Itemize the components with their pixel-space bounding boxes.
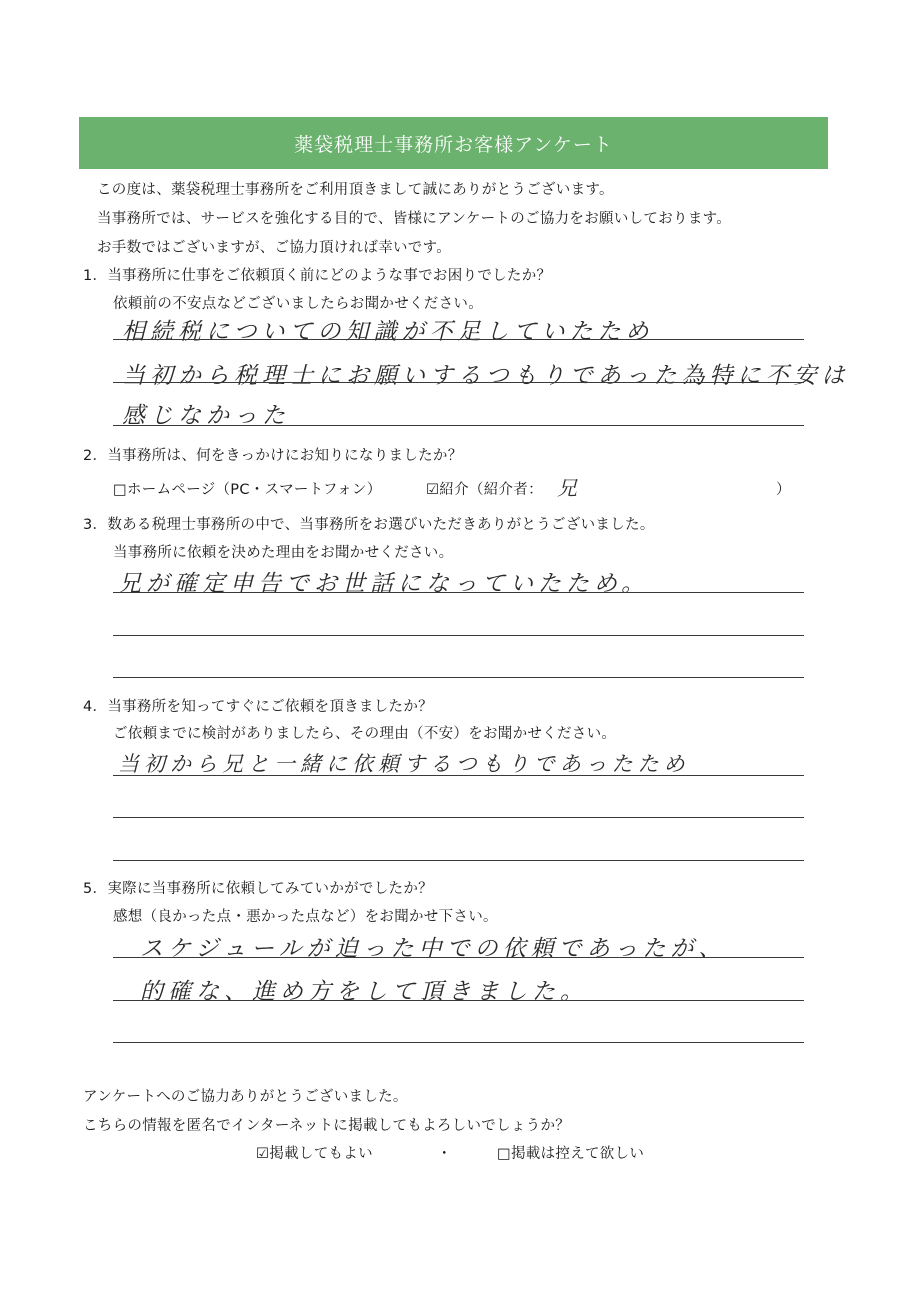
closing-thanks: アンケートへのご協力ありがとうございました。 xyxy=(83,1089,408,1105)
intro-line-3: お手数ではございますが、ご協力頂ければ幸いです。 xyxy=(97,240,452,256)
answer-line xyxy=(113,957,804,958)
answer-line xyxy=(113,1042,804,1043)
answer-line xyxy=(113,860,804,861)
q2-referrer: 兄 xyxy=(557,476,582,500)
publish-option-no[interactable]: □掲載は控えて欲しい xyxy=(497,1146,645,1162)
q4-subtext: ご依頼までに検討がありましたら、その理由（不安）をお聞かせください。 xyxy=(113,726,617,742)
survey-title-banner xyxy=(79,117,828,169)
q2-option-homepage[interactable]: □ホームページ（PC・スマートフォン） xyxy=(113,482,382,498)
intro-line-2: 当事務所では、サービスを強化する目的で、皆様にアンケートのご協力をお願いしております。 xyxy=(97,211,732,227)
answer-line xyxy=(113,425,804,426)
publish-separator: ・ xyxy=(437,1146,452,1162)
answer-line xyxy=(113,592,804,593)
survey-title: 薬袋税理士事務所お客様アンケート xyxy=(294,133,613,156)
q1-answer-2: 当初から税理士にお願いするつもりであった為特に不安は xyxy=(122,363,850,389)
q1-answer-3: 感じなかった xyxy=(122,403,290,429)
q5-question: 5．実際に当事務所に依頼してみていかがでしたか？ xyxy=(83,881,433,897)
q5-answer-1: スケジュールが迫った中での依頼であったが、 xyxy=(140,936,727,962)
q1-subtext: 依頼前の不安点などございましたらお聞かせください。 xyxy=(113,296,483,312)
q1-question: 1．当事務所に仕事をご依頼頂く前にどのような事でお困りでしたか？ xyxy=(83,268,552,284)
q2-question: 2．当事務所は、何をきっかけにお知りになりましたか？ xyxy=(83,448,463,464)
answer-line xyxy=(113,635,804,636)
q3-subtext: 当事務所に依頼を決めた理由をお聞かせください。 xyxy=(113,545,454,561)
answer-line xyxy=(113,382,804,383)
q1-answer-1: 相続税についての知識が不足していたため xyxy=(122,319,654,345)
q4-question: 4．当事務所を知ってすぐにご依頼を頂きましたか？ xyxy=(83,699,433,715)
q2-close-paren: ） xyxy=(776,482,791,498)
q5-answer-2: 的確な、進め方をして頂きました。 xyxy=(140,979,588,1005)
q2-option-referral[interactable]: ☑紹介（紹介者： xyxy=(426,482,543,498)
q3-question: 3．数ある税理士事務所の中で、当事務所をお選びいただきありがとうございました。 xyxy=(83,517,655,533)
q5-subtext: 感想（良かった点・悪かった点など）をお聞かせ下さい。 xyxy=(113,909,498,925)
publish-option-yes[interactable]: ☑掲載してもよい xyxy=(256,1146,373,1162)
answer-line xyxy=(113,1000,804,1001)
answer-line xyxy=(113,817,804,818)
intro-line-1: この度は、薬袋税理士事務所をご利用頂きまして誠にありがとうございます。 xyxy=(97,182,614,198)
answer-line xyxy=(113,775,804,776)
answer-line xyxy=(113,677,804,678)
publish-question: こちらの情報を匿名でインターネットに掲載してもよろしいでしょうか？ xyxy=(83,1118,571,1134)
q4-answer-1: 当初から兄と一緒に依頼するつもりであったため xyxy=(118,752,690,776)
answer-line xyxy=(113,339,804,340)
q3-answer-1: 兄が確定申告でお世話になっていたため。 xyxy=(118,571,650,597)
